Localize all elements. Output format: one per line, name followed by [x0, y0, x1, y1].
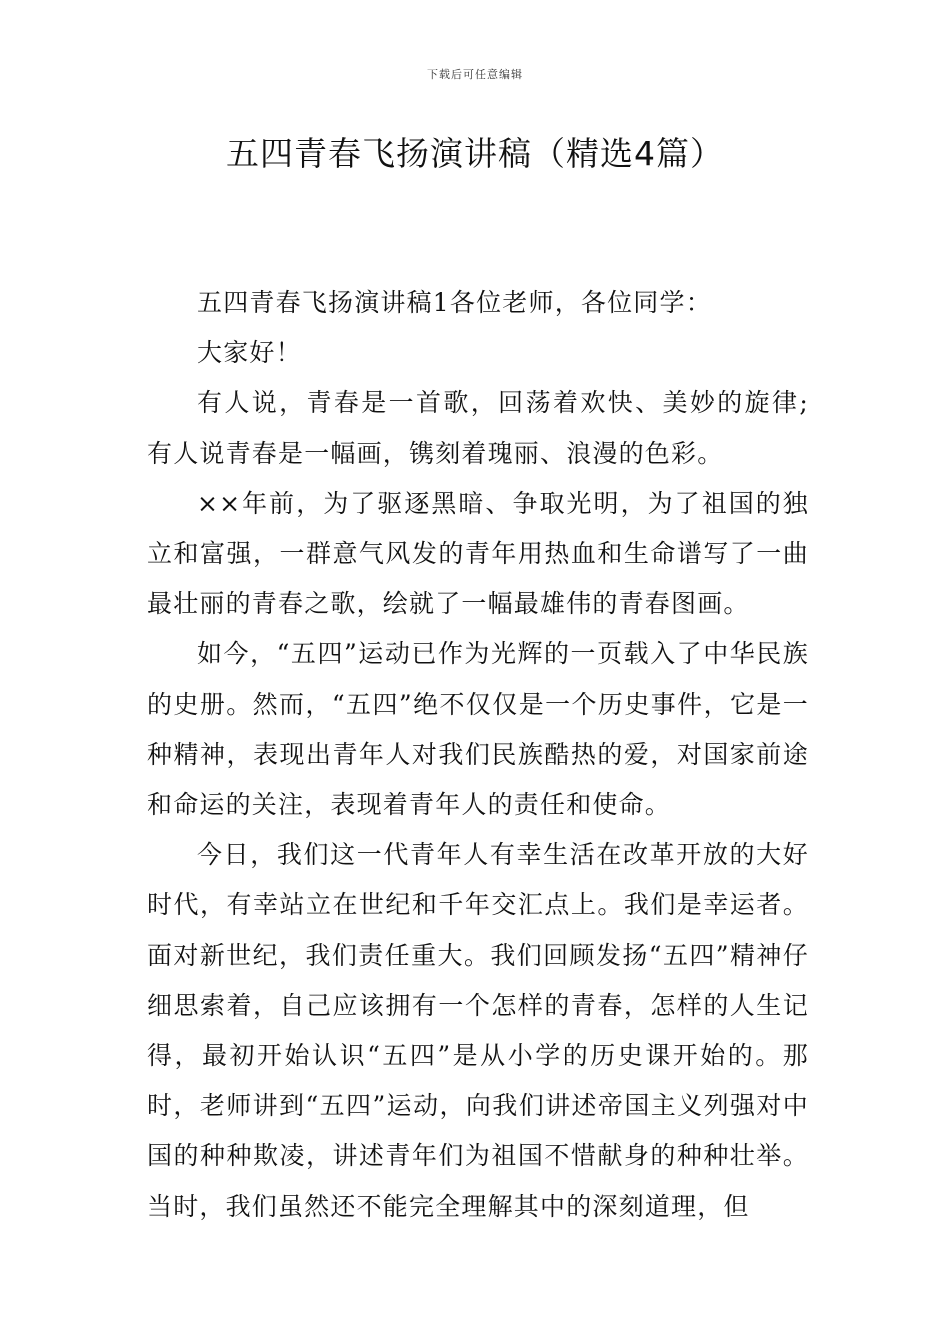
document-title: 五四青春飞扬演讲稿（精选4篇） [226, 134, 724, 173]
header-note: 下载后可任意编辑 [427, 68, 523, 81]
paragraph: 五四青春飞扬演讲稿1各位老师，各位同学： [197, 288, 712, 317]
document-body [147, 278, 809, 1232]
paragraph: 大家好！ [197, 338, 302, 368]
paragraph: 如今，“五四”运动已作为光辉的一页载入了中华民族的史册。然而，“五四”绝不仅仅是一个历史事件，它是一种精神，表现出青年人对我们民族酷热的爱，对国家前途和命运的关注，表现着青年人的责任和使命。 [147, 639, 809, 820]
paragraph: ××年前，为了驱逐黑暗、争取光明，为了祖国的独立和富强，一群意气风发的青年用热血和生命谱写了一曲最壮丽的青春之歌，绘就了一幅最雄伟的青春图画。 [147, 488, 809, 619]
paragraph: 今日，我们这一代青年人有幸生活在改革开放的大好时代，有幸站立在世纪和千年交汇点上。我们是幸运者。面对新世纪，我们责任重大。我们回顾发扬“五四”精神仔细思索着，自己应该拥有一个怎样的青春，怎样的人生记得，最初开始认识“五四”是从小学的历史课开始的。那时，老师讲到“五四”运动，向我们讲述帝国主义列强对中国的种种欺凌，讲述青年们为祖国不惜献身的种种壮举。当时，我们虽然还不能完全理解其中的深刻道理，但 [147, 840, 809, 1221]
paragraph: 有人说，青春是一首歌，回荡着欢快、美妙的旋律;有人说青春是一幅画，镌刻着瑰丽、浪漫的色彩。 [147, 388, 809, 468]
